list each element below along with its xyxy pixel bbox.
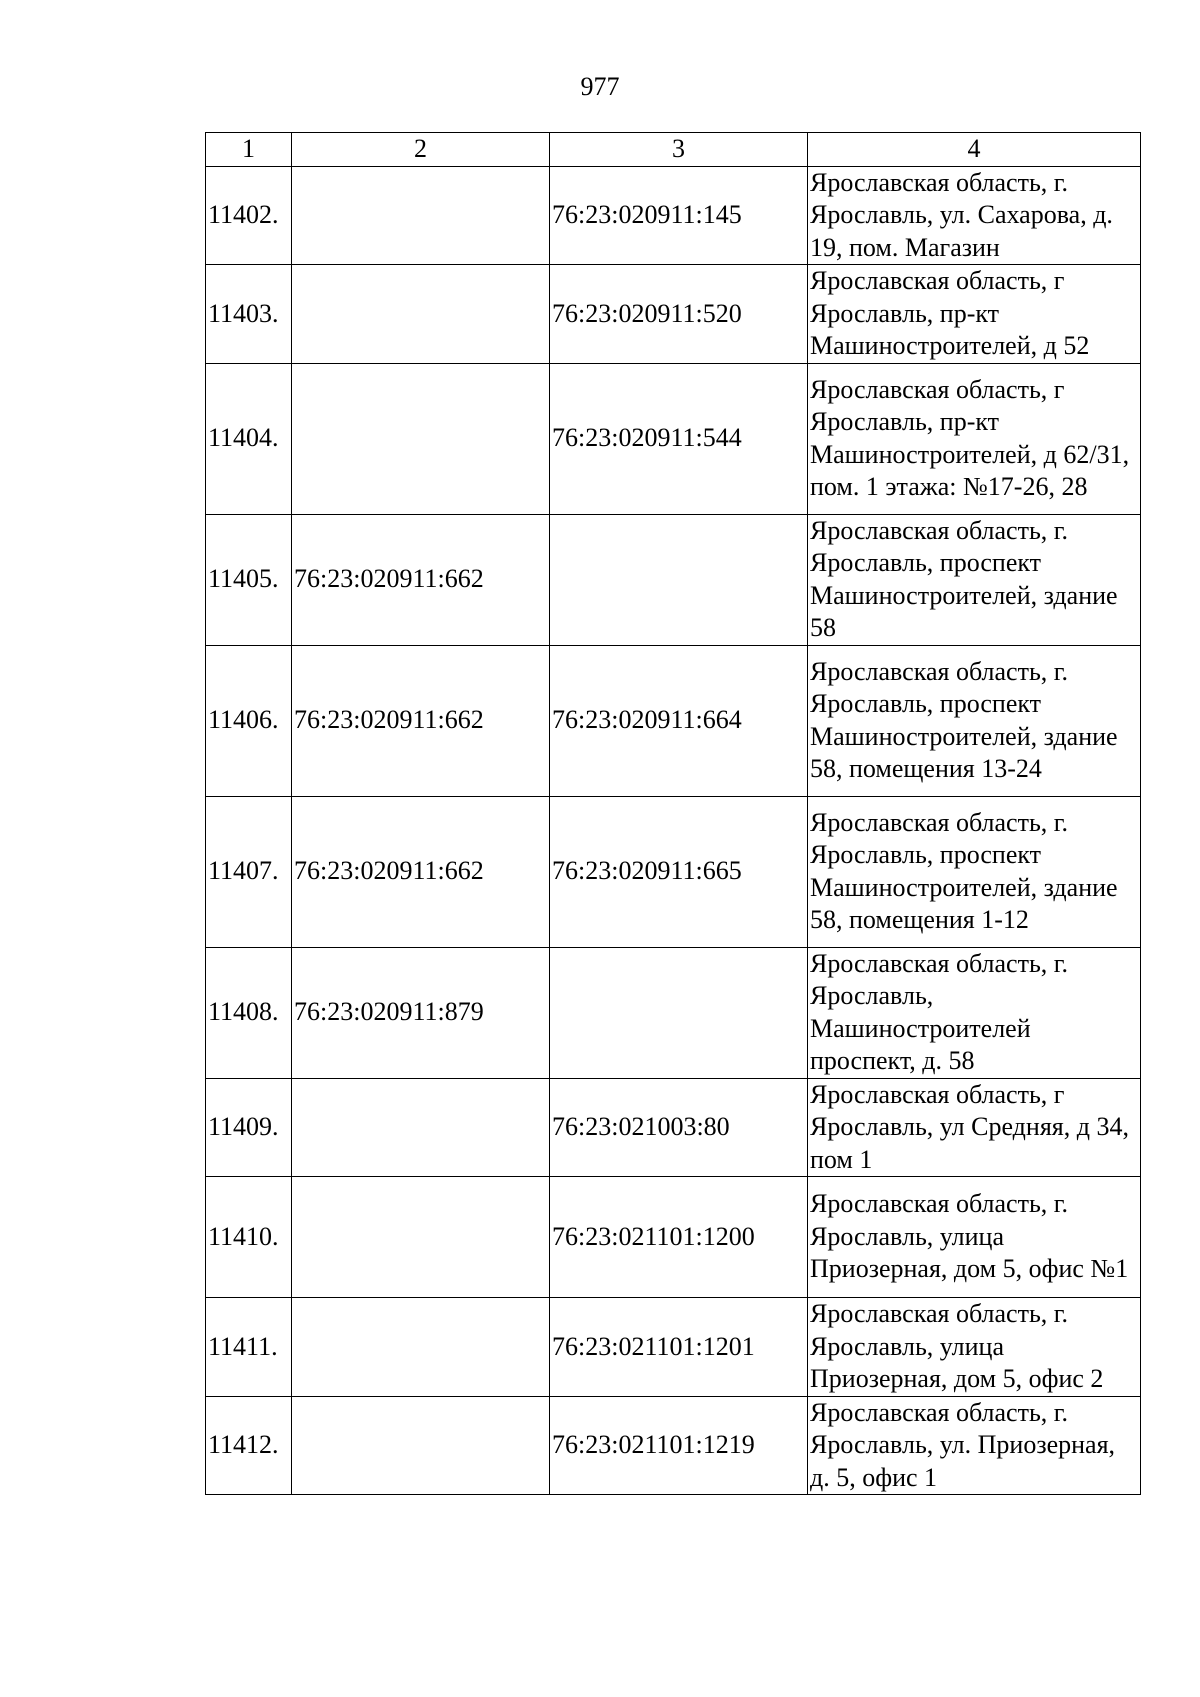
parent-cadastral-number-cell [292, 265, 550, 364]
table-row [206, 1177, 1141, 1298]
registry-table [205, 132, 1141, 1495]
parent-cadastral-number-cell [292, 1396, 550, 1495]
page-number: 977 [580, 72, 620, 101]
row-number-cell: 11403. [206, 265, 292, 364]
header-col-4: 4 [808, 133, 1141, 167]
address-cell: Ярославская область, г Ярославль, пр-кт Машиностроителей, д 62/31, пом. 1 этажа: №17-26, 28 [808, 363, 1141, 514]
header-col-3: 3 [550, 133, 808, 167]
cadastral-number-cell: 76:23:020911:664 [550, 645, 808, 796]
table-row [206, 166, 1141, 265]
address-cell: Ярославская область, г. Ярославль, ул. Сахарова, д. 19, пом. Магазин [808, 166, 1141, 265]
cadastral-number-cell: 76:23:020911:145 [550, 166, 808, 265]
row-number-cell: 11407. [206, 796, 292, 947]
cadastral-number-cell: 76:23:021101:1219 [550, 1396, 808, 1495]
address-cell: Ярославская область, г. Ярославль, проспект Машиностроителей, здание 58 [808, 514, 1141, 645]
address-cell: Ярославская область, г. Ярославль, улица Приозерная, дом 5, офис 2 [808, 1298, 1141, 1397]
table-row [206, 1396, 1141, 1495]
table-row [206, 796, 1141, 947]
parent-cadastral-number-cell: 76:23:020911:879 [292, 947, 550, 1078]
parent-cadastral-number-cell [292, 1298, 550, 1397]
row-number-cell: 11411. [206, 1298, 292, 1397]
parent-cadastral-number-cell: 76:23:020911:662 [292, 514, 550, 645]
address-cell: Ярославская область, г. Ярославль, Машиностроителей проспект, д. 58 [808, 947, 1141, 1078]
row-number-cell: 11405. [206, 514, 292, 645]
cadastral-number-cell [550, 514, 808, 645]
cadastral-number-cell: 76:23:021101:1200 [550, 1177, 808, 1298]
parent-cadastral-number-cell [292, 363, 550, 514]
row-number-cell: 11406. [206, 645, 292, 796]
cadastral-number-cell: 76:23:020911:665 [550, 796, 808, 947]
row-number-cell: 11409. [206, 1078, 292, 1177]
cadastral-number-cell [550, 947, 808, 1078]
address-cell: Ярославская область, г. Ярославль, проспект Машиностроителей, здание 58, помещения 1-12 [808, 796, 1141, 947]
row-number-cell: 11402. [206, 166, 292, 265]
table-row [206, 645, 1141, 796]
cadastral-number-cell: 76:23:021101:1201 [550, 1298, 808, 1397]
table-row [206, 1298, 1141, 1397]
address-cell: Ярославская область, г. Ярославль, проспект Машиностроителей, здание 58, помещения 13-24 [808, 645, 1141, 796]
cadastral-number-cell: 76:23:021003:80 [550, 1078, 808, 1177]
table-header-row [206, 133, 1141, 167]
header-col-1: 1 [206, 133, 292, 167]
address-cell: Ярославская область, г. Ярославль, ул. Приозерная, д. 5, офис 1 [808, 1396, 1141, 1495]
address-cell: Ярославская область, г Ярославль, пр-кт Машиностроителей, д 52 [808, 265, 1141, 364]
parent-cadastral-number-cell [292, 166, 550, 265]
parent-cadastral-number-cell: 76:23:020911:662 [292, 796, 550, 947]
row-number-cell: 11410. [206, 1177, 292, 1298]
row-number-cell: 11408. [206, 947, 292, 1078]
cadastral-number-cell: 76:23:020911:544 [550, 363, 808, 514]
address-cell: Ярославская область, г. Ярославль, улица Приозерная, дом 5, офис №1 [808, 1177, 1141, 1298]
table-row [206, 1078, 1141, 1177]
cadastral-number-cell: 76:23:020911:520 [550, 265, 808, 364]
parent-cadastral-number-cell [292, 1078, 550, 1177]
table-row [206, 514, 1141, 645]
table-row [206, 363, 1141, 514]
parent-cadastral-number-cell: 76:23:020911:662 [292, 645, 550, 796]
row-number-cell: 11412. [206, 1396, 292, 1495]
header-col-2: 2 [292, 133, 550, 167]
table-row [206, 947, 1141, 1078]
table-row [206, 265, 1141, 364]
address-cell: Ярославская область, г Ярославль, ул Средняя, д 34, пом 1 [808, 1078, 1141, 1177]
parent-cadastral-number-cell [292, 1177, 550, 1298]
row-number-cell: 11404. [206, 363, 292, 514]
